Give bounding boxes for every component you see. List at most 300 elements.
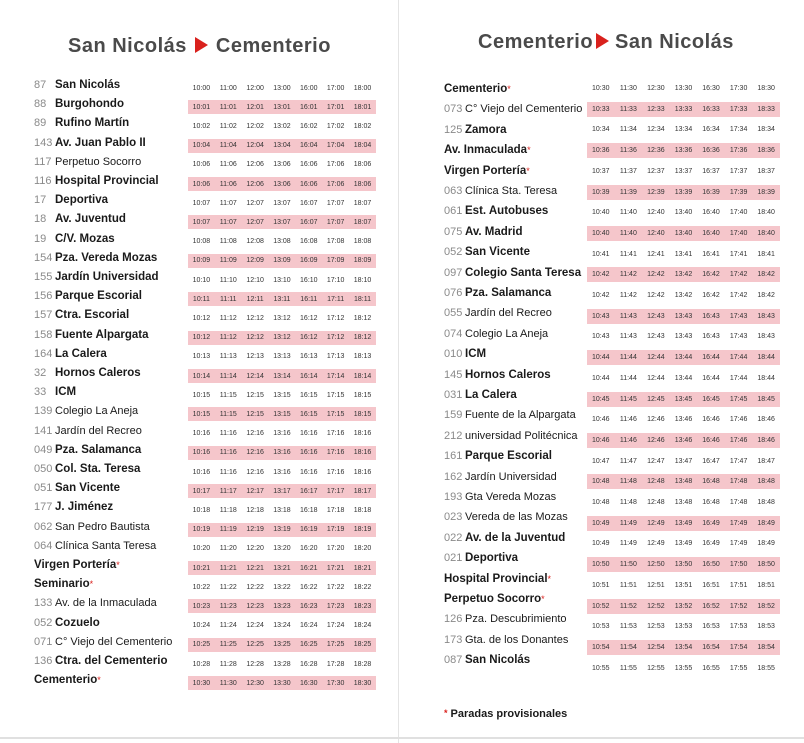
stop-number: 071: [34, 635, 53, 648]
stop-number: 116: [34, 175, 52, 187]
stop-number: 154: [34, 251, 53, 264]
departure-time: 13:49: [674, 540, 693, 548]
stop-row: [34, 655, 167, 667]
departure-time: 12:48: [647, 499, 665, 506]
departure-time: 11:46: [619, 436, 637, 444]
departure-time: 12:25: [246, 641, 264, 649]
departure-time: 18:37: [757, 167, 775, 175]
time-row: [188, 427, 376, 441]
stop-row: [444, 552, 518, 564]
bottom-rule: [0, 737, 804, 739]
departure-time: 18:53: [757, 623, 775, 631]
departure-time: 10:23: [192, 602, 211, 610]
departure-time: 13:42: [674, 271, 693, 279]
time-row: [188, 542, 376, 556]
time-row: [587, 392, 780, 407]
time-row: [188, 158, 376, 172]
stop-name: Virgen Portería: [444, 164, 527, 177]
departure-time: 11:04: [219, 142, 237, 150]
departure-time: 12:19: [246, 526, 264, 534]
footnote-asterisk: *: [444, 708, 448, 718]
departure-time: 12:42: [647, 271, 665, 279]
departure-time: 10:55: [592, 664, 610, 672]
departure-time: 13:53: [674, 623, 693, 631]
stop-name: Clínica Santa Teresa: [55, 539, 157, 552]
departure-time: 13:06: [273, 180, 291, 188]
stop-name: Zamora: [465, 123, 507, 136]
stop-number: 177: [34, 501, 53, 514]
departure-time: 13:40: [674, 209, 693, 217]
departure-time: 12:36: [647, 147, 665, 155]
departure-time: 12:50: [647, 561, 665, 569]
departure-time: 18:12: [353, 314, 372, 322]
departure-time: 10:14: [192, 372, 211, 380]
departure-time: 17:33: [729, 105, 748, 113]
departure-time: 12:04: [246, 142, 264, 150]
departure-time: 13:20: [273, 545, 291, 553]
time-row: [188, 407, 376, 421]
departure-time: 13:24: [273, 622, 291, 630]
departure-time: 17:20: [326, 545, 345, 553]
departure-time: 18:08: [353, 238, 372, 246]
stop-row: [34, 674, 101, 686]
departure-time: 12:45: [647, 395, 665, 403]
departure-time: 16:06: [300, 180, 318, 188]
departure-time: 17:23: [326, 602, 345, 610]
stop-number: 19: [34, 232, 47, 245]
stop-name: Ctra. del Cementerio: [55, 655, 168, 667]
departure-time: 17:42: [729, 292, 748, 299]
departure-time: 12:47: [647, 457, 665, 465]
departure-time: 13:50: [674, 561, 693, 569]
stop-row: [444, 83, 511, 95]
time-row: [587, 185, 780, 200]
stop-row: [34, 463, 140, 475]
stop-name: Colegio La Aneja: [465, 327, 549, 340]
departure-time: 17:46: [729, 416, 748, 424]
departure-time: 12:17: [246, 487, 264, 495]
stop-row: [34, 521, 150, 533]
stop-number: 87: [34, 79, 47, 91]
stop-row: [34, 156, 141, 168]
departure-time: 17:04: [326, 142, 345, 150]
departure-time: 13:39: [674, 188, 693, 196]
stop-row: [34, 444, 141, 456]
departure-time: 18:39: [757, 188, 775, 196]
stop-name: Vereda de las Mozas: [465, 511, 568, 524]
time-row: [188, 100, 376, 114]
departure-time: 10:19: [192, 526, 211, 534]
departure-time: 16:16: [300, 468, 318, 476]
stop-name: Hospital Provincial: [444, 572, 548, 585]
stop-name: Col. Sta. Teresa: [55, 463, 141, 475]
departure-time: 11:49: [619, 519, 637, 527]
provisional-asterisk: *: [507, 84, 511, 94]
departure-time: 10:33: [592, 105, 610, 113]
departure-time: 16:48: [702, 478, 720, 486]
departure-time: 17:53: [729, 623, 748, 631]
departure-time: 10:20: [192, 545, 211, 553]
departure-time: 17:40: [729, 229, 748, 237]
departure-time: 16:43: [702, 333, 720, 341]
departure-time: 11:17: [219, 487, 237, 495]
stop-row: [34, 117, 129, 129]
departure-time: 16:47: [702, 457, 720, 465]
departure-time: 12:24: [246, 622, 264, 630]
provisional-asterisk: *: [547, 573, 552, 584]
footnote: [444, 708, 567, 720]
departure-time: 17:11: [327, 295, 345, 303]
departure-time: 10:15: [192, 391, 211, 399]
time-row: [188, 388, 376, 402]
stop-row: [444, 409, 576, 421]
departure-time: 13:17: [273, 487, 291, 495]
departure-time: 13:02: [273, 122, 291, 130]
departure-time: 12:49: [647, 540, 665, 548]
departure-time: 13:13: [273, 353, 291, 361]
departure-time: 16:34: [702, 126, 720, 134]
time-row: [587, 143, 780, 158]
departure-time: 12:22: [246, 583, 264, 591]
departure-time: 17:54: [729, 643, 748, 651]
departure-time: 17:37: [729, 167, 748, 175]
departure-time: 10:53: [592, 623, 610, 631]
stop-row: [444, 573, 551, 585]
departure-time: 16:42: [702, 271, 720, 279]
departure-time: 17:47: [729, 457, 748, 465]
stop-name: Deportiva: [465, 552, 519, 565]
stop-name: La Calera: [465, 389, 517, 401]
departure-time: 10:45: [592, 395, 610, 403]
stop-row: [34, 367, 141, 379]
stop-name: Rufino Martín: [55, 117, 130, 130]
stop-number: 89: [34, 117, 47, 130]
departure-time: 11:53: [619, 623, 637, 631]
departure-time: 13:52: [674, 602, 693, 610]
departure-time: 12:12: [246, 334, 264, 342]
time-row: [587, 433, 780, 448]
departure-time: 12:18: [246, 506, 264, 514]
departure-time: 17:17: [326, 487, 345, 495]
departure-time: 16:16: [300, 430, 318, 438]
departure-time: 11:18: [219, 506, 237, 514]
departure-time: 18:42: [757, 271, 775, 279]
departure-time: 17:52: [729, 602, 748, 610]
departure-time: 11:01: [219, 103, 237, 111]
stop-name: Av. Inmaculada: [444, 144, 528, 157]
departure-time: 16:16: [300, 449, 318, 457]
departure-time: 18:10: [353, 276, 372, 284]
departure-time: 12:16: [246, 449, 264, 457]
departure-time: 12:28: [246, 660, 264, 668]
departure-time: 16:40: [702, 209, 720, 217]
departure-time: 12:09: [246, 257, 264, 265]
departure-time: 10:54: [592, 643, 610, 651]
departure-time: 18:11: [353, 295, 371, 303]
departure-time: 11:40: [619, 209, 637, 217]
time-row: [587, 474, 780, 489]
stop-row: [444, 369, 551, 381]
departure-time: 13:22: [273, 583, 291, 591]
departure-time: 10:10: [192, 276, 211, 284]
departure-time: 17:15: [326, 410, 345, 418]
departure-time: 11:07: [219, 218, 237, 226]
route-arrow-icon: [195, 37, 208, 53]
departure-time: 11:24: [219, 622, 237, 630]
departure-time: 11:48: [619, 478, 637, 486]
time-row: [587, 122, 780, 137]
left-route-title: [68, 35, 331, 58]
departure-time: 16:43: [702, 312, 720, 320]
departure-time: 11:44: [619, 354, 637, 362]
departure-time: 10:25: [192, 641, 211, 649]
departure-time: 11:15: [219, 410, 237, 418]
departure-time: 17:08: [326, 238, 345, 246]
departure-time: 16:17: [300, 487, 318, 495]
stop-number: 052: [34, 616, 53, 629]
stop-number: 125: [444, 123, 463, 136]
time-row: [188, 235, 376, 249]
departure-time: 12:42: [647, 292, 665, 299]
departure-time: 13:00: [273, 84, 291, 92]
departure-time: 13:28: [273, 660, 291, 668]
departure-time: 10:36: [592, 147, 610, 155]
departure-time: 13:16: [273, 449, 291, 457]
stop-row: [34, 98, 124, 110]
stop-name: C° Viejo del Cementerio: [465, 103, 583, 116]
departure-time: 11:48: [619, 499, 637, 506]
provisional-asterisk: *: [527, 145, 531, 156]
stop-number: 021: [444, 552, 463, 565]
departure-time: 17:46: [729, 436, 748, 444]
stop-row: [34, 636, 172, 648]
departure-time: 18:06: [353, 161, 372, 169]
stop-name: Parque Escorial: [55, 290, 142, 303]
departure-time: 18:49: [757, 519, 775, 527]
departure-time: 12:21: [246, 564, 264, 572]
stop-name: Jardín del Recreo: [55, 424, 142, 437]
left-title-origin: San Nicolás: [68, 35, 187, 57]
departure-time: 12:15: [246, 391, 264, 399]
stop-row: [34, 194, 108, 206]
stop-number: 32: [34, 367, 47, 379]
departure-time: 12:46: [647, 436, 665, 444]
stop-name: Hospital Provincial: [55, 175, 159, 187]
departure-time: 18:24: [353, 622, 372, 630]
time-row: [587, 599, 780, 614]
departure-time: 17:21: [326, 564, 345, 572]
departure-time: 11:21: [219, 564, 237, 572]
time-row: [188, 273, 376, 287]
stop-number: 139: [34, 405, 53, 418]
stop-number: 010: [444, 348, 463, 361]
departure-time: 16:21: [300, 564, 318, 572]
departure-time: 17:07: [326, 199, 345, 207]
right-title-origin: Cementerio: [478, 31, 594, 53]
departure-time: 12:01: [246, 103, 264, 111]
departure-time: 16:22: [300, 583, 318, 591]
departure-time: 18:34: [757, 126, 775, 134]
departure-time: 13:48: [674, 499, 693, 506]
departure-time: 16:25: [300, 641, 318, 649]
time-row: [587, 371, 780, 386]
departure-time: 12:07: [246, 199, 264, 207]
departure-time: 13:16: [273, 468, 291, 476]
stop-number: 031: [444, 389, 463, 401]
departure-time: 16:42: [702, 292, 720, 299]
departure-time: 10:30: [592, 85, 610, 92]
departure-time: 12:49: [647, 519, 665, 527]
stop-row: [34, 348, 107, 360]
stop-name: Hornos Caleros: [55, 367, 141, 379]
departure-time: 17:43: [729, 333, 748, 341]
departure-time: 17:07: [326, 218, 345, 226]
stop-name: Cementerio: [444, 83, 508, 95]
departure-time: 10:16: [192, 468, 211, 476]
departure-time: 17:48: [729, 499, 748, 506]
departure-time: 18:46: [757, 436, 775, 444]
stop-row: [444, 103, 582, 115]
departure-time: 17:06: [326, 180, 345, 188]
time-row: [188, 619, 376, 633]
stop-row: [34, 578, 93, 590]
departure-time: 10:34: [592, 126, 610, 134]
departure-time: 11:54: [619, 643, 637, 651]
stop-number: 075: [444, 225, 463, 238]
time-row: [587, 81, 780, 96]
departure-time: 18:19: [353, 526, 372, 534]
stop-name: Jardín del Recreo: [465, 307, 552, 320]
departure-time: 10:28: [192, 660, 211, 668]
departure-time: 17:30: [729, 85, 748, 92]
stop-row: [34, 597, 157, 609]
stop-number: 052: [444, 246, 463, 259]
departure-time: 11:11: [220, 295, 237, 303]
stop-name: Av. de la Inmaculada: [55, 597, 157, 610]
departure-time: 13:43: [674, 312, 693, 320]
departure-time: 11:43: [619, 312, 637, 320]
departure-time: 17:49: [729, 540, 748, 548]
stop-number: 097: [444, 266, 463, 279]
stop-row: [444, 246, 530, 258]
stop-number: 073: [444, 103, 463, 116]
departure-time: 12:14: [246, 372, 264, 380]
stop-row: [444, 471, 557, 483]
departure-time: 12:43: [647, 333, 665, 341]
stop-name: Av. de la Juventud: [465, 531, 566, 544]
departure-time: 17:19: [326, 526, 345, 534]
departure-time: 13:46: [674, 416, 693, 424]
stop-row: [444, 511, 568, 523]
departure-time: 13:44: [674, 374, 693, 382]
departure-time: 18:45: [757, 395, 775, 403]
departure-time: 18:48: [757, 478, 775, 486]
stop-name: Cementerio: [34, 674, 98, 687]
stop-number: 193: [444, 491, 463, 503]
departure-time: 12:53: [647, 623, 665, 631]
departure-time: 16:46: [702, 436, 720, 444]
departure-time: 11:39: [619, 188, 637, 196]
stop-number: 155: [34, 271, 53, 283]
departure-time: 16:15: [300, 391, 318, 399]
departure-time: 18:52: [757, 602, 775, 610]
departure-time: 12:52: [647, 602, 665, 610]
departure-time: 17:41: [729, 250, 748, 258]
departure-time: 10:39: [592, 188, 610, 196]
provisional-asterisk: *: [526, 165, 530, 176]
departure-time: 11:23: [219, 602, 237, 610]
time-row: [587, 454, 780, 469]
time-row: [188, 465, 376, 479]
departure-time: 16:49: [702, 519, 720, 527]
stop-number: 050: [34, 463, 53, 475]
stop-name: Fuente Alpargata: [55, 328, 149, 341]
departure-time: 11:16: [219, 430, 237, 438]
departure-time: 13:08: [273, 238, 291, 246]
time-row: [587, 164, 780, 179]
stop-name: Cozuelo: [55, 616, 100, 629]
stop-row: [444, 613, 567, 625]
stop-row: [444, 654, 530, 666]
route-arrow-icon: [596, 33, 609, 49]
departure-time: 18:13: [353, 353, 372, 361]
departure-time: 18:18: [353, 506, 372, 514]
departure-time: 18:36: [757, 147, 775, 155]
departure-time: 16:41: [702, 250, 720, 258]
time-row: [188, 196, 376, 210]
stop-row: [444, 430, 578, 442]
departure-time: 18:07: [353, 218, 372, 226]
departure-time: 13:37: [674, 167, 693, 175]
stop-number: 173: [444, 633, 463, 646]
time-row: [188, 523, 376, 537]
departure-time: 10:44: [592, 354, 610, 362]
stop-row: [34, 482, 120, 494]
departure-time: 10:46: [592, 436, 610, 444]
departure-time: 10:49: [592, 519, 610, 527]
departure-time: 11:00: [219, 84, 237, 92]
stop-name: Pza. Vereda Mozas: [55, 251, 158, 264]
departure-time: 10:17: [192, 487, 211, 495]
departure-time: 13:36: [674, 147, 693, 155]
stop-number: 88: [34, 98, 47, 111]
departure-time: 10:41: [592, 250, 610, 258]
departure-time: 12:33: [647, 105, 665, 113]
stop-name: La Calera: [55, 347, 107, 360]
departure-time: 11:34: [619, 126, 637, 134]
time-row: [188, 484, 376, 498]
departure-time: 18:14: [353, 372, 372, 380]
departure-time: 11:49: [619, 540, 637, 548]
departure-time: 17:16: [326, 468, 345, 476]
time-row: [188, 638, 376, 652]
departure-time: 18:04: [353, 142, 372, 150]
stop-number: 087: [444, 654, 463, 667]
departure-time: 18:28: [353, 660, 372, 668]
departure-time: 12:11: [246, 295, 264, 303]
departure-time: 17:12: [326, 334, 345, 342]
stop-name: Av. Juventud: [55, 213, 126, 226]
stop-name: San Pedro Bautista: [55, 520, 150, 533]
stop-number: 062: [34, 520, 53, 533]
departure-time: 13:14: [273, 372, 291, 380]
departure-time: 18:09: [353, 257, 372, 265]
departure-time: 10:43: [592, 312, 610, 320]
stop-row: [34, 559, 120, 571]
departure-time: 18:40: [757, 209, 775, 217]
departure-time: 10:06: [192, 180, 211, 188]
departure-time: 12:16: [246, 430, 264, 438]
